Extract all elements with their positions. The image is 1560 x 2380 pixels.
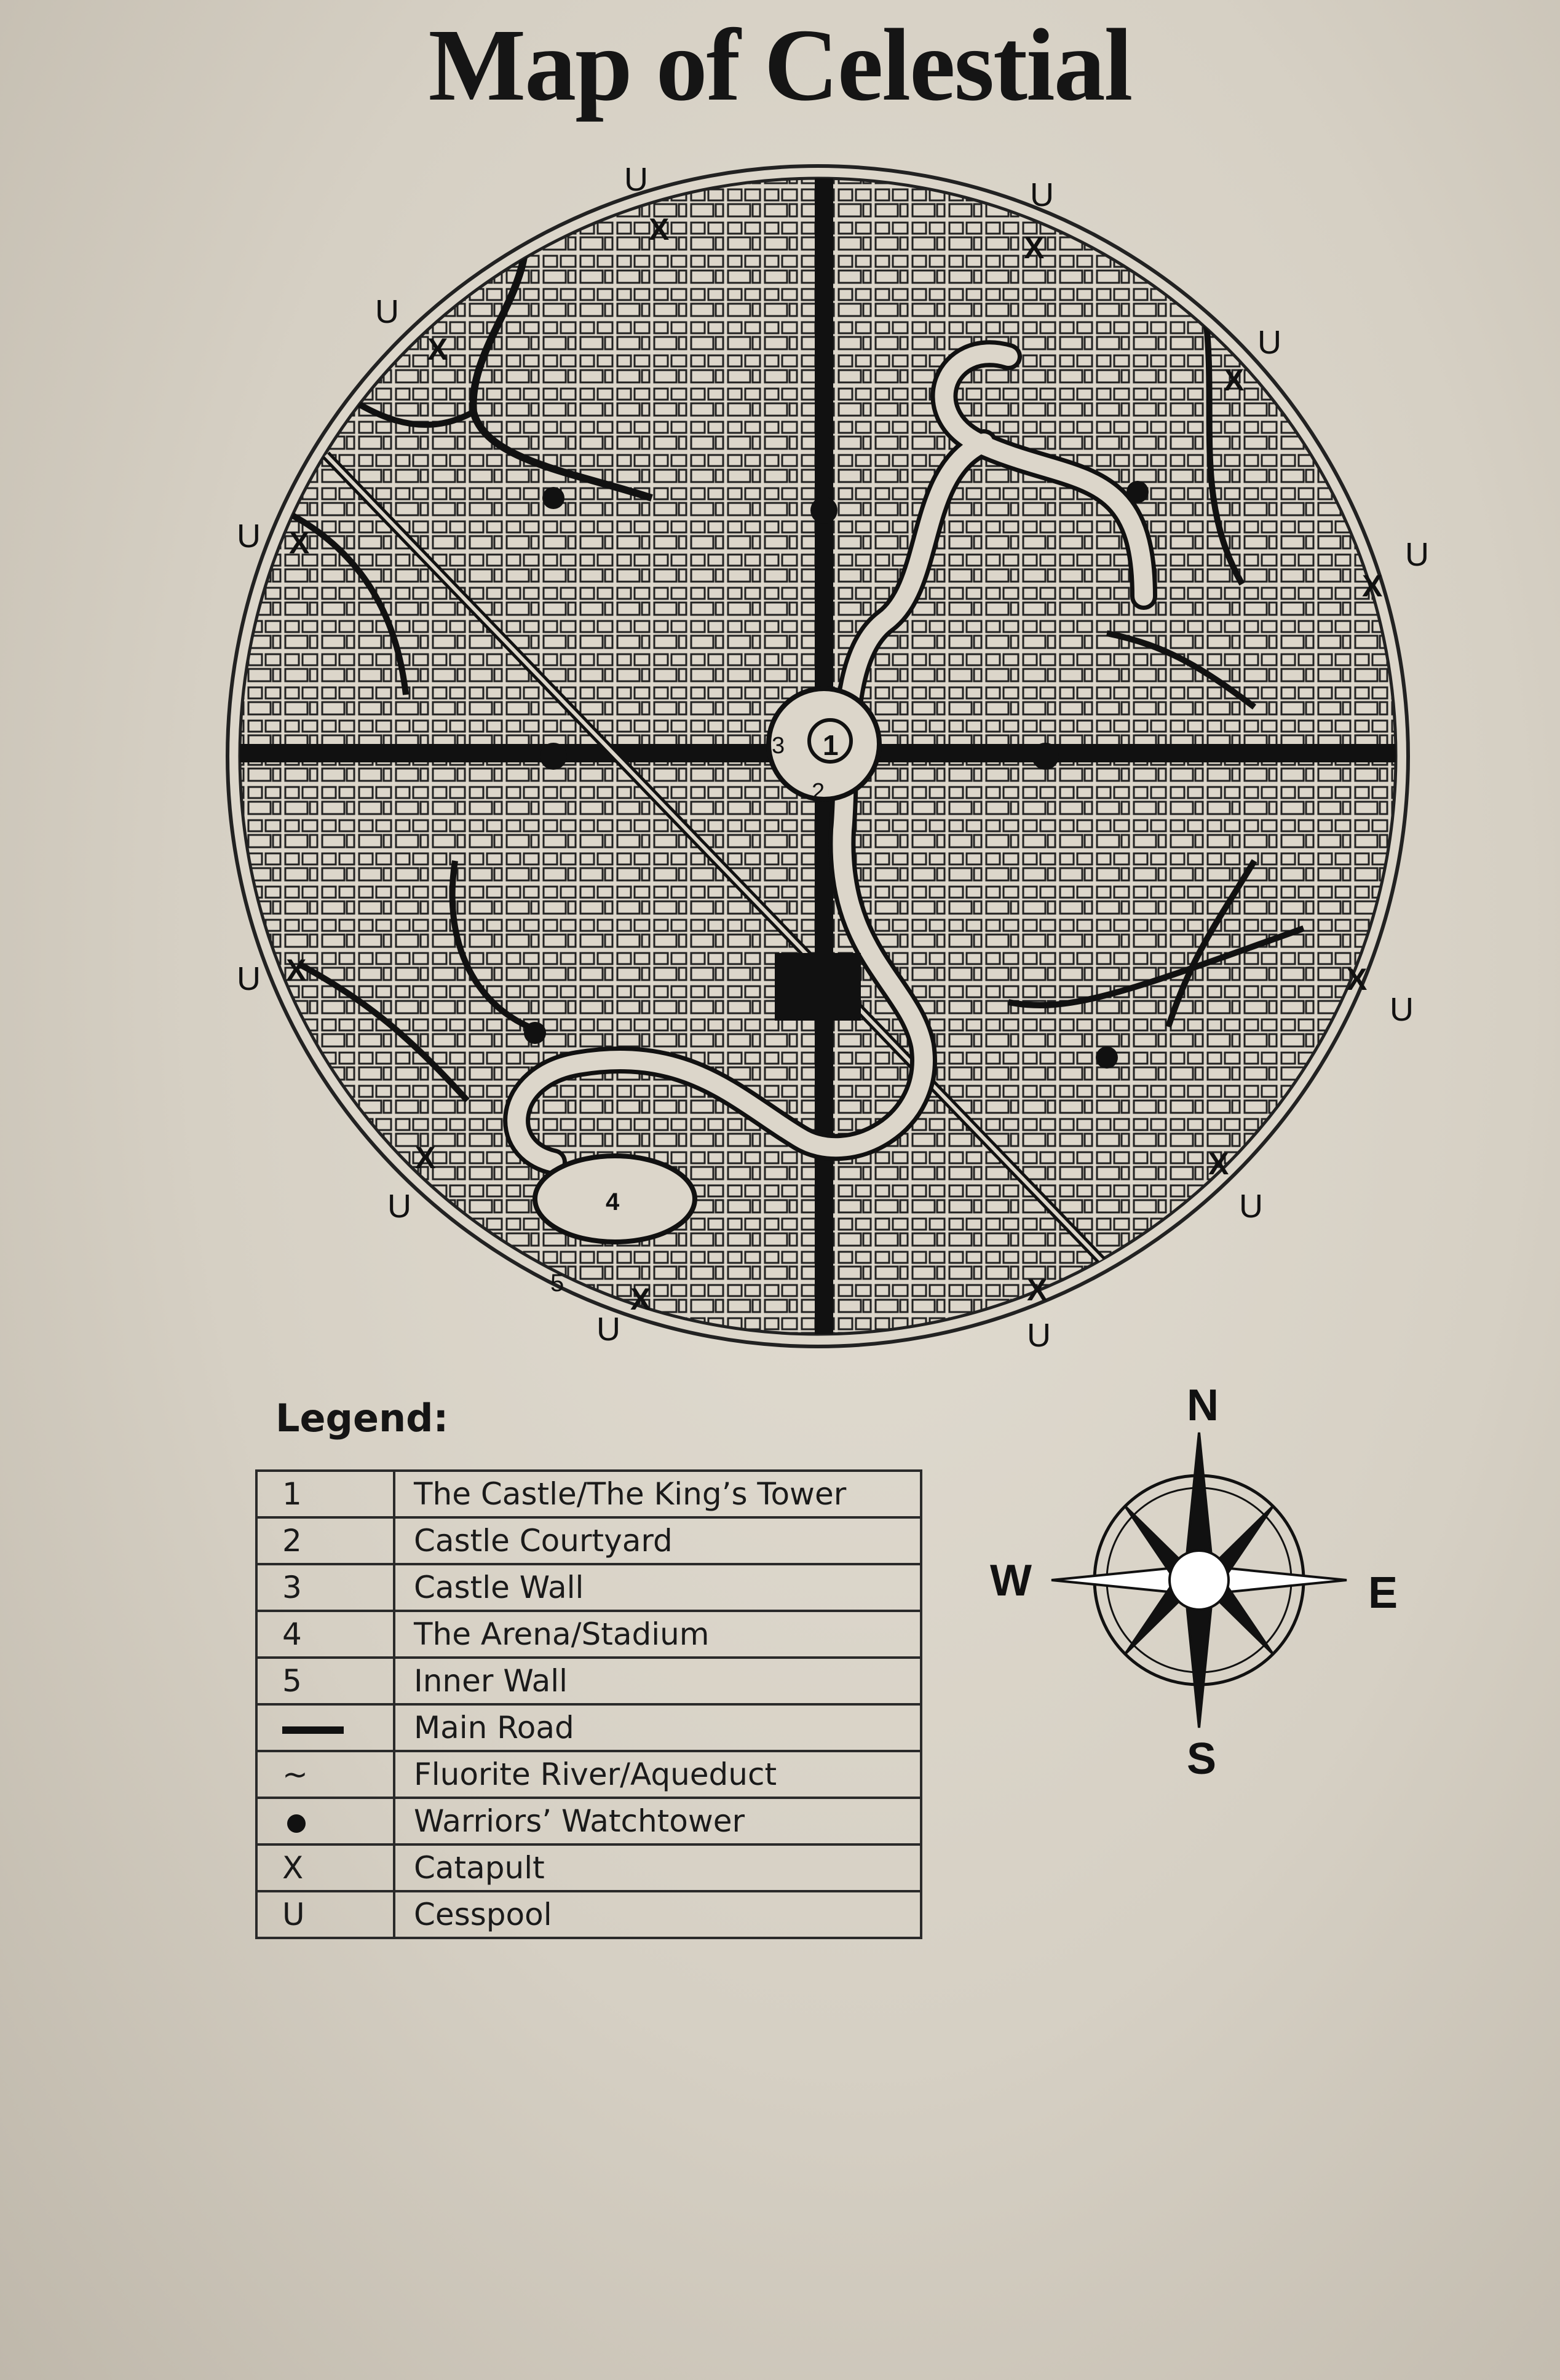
compass-north: N — [1187, 1381, 1219, 1430]
cesspool-marker: U — [624, 161, 648, 198]
cesspool-marker: U — [1405, 536, 1429, 573]
place-number: 5 — [550, 1270, 564, 1297]
catapult-marker: X — [427, 332, 448, 366]
catapult-marker: X — [289, 526, 310, 560]
compass-east: E — [1368, 1568, 1398, 1618]
watchtower-icon — [542, 487, 564, 509]
watchtower-icon — [1096, 1046, 1118, 1069]
legend-table — [255, 1469, 922, 1939]
catapult-marker: X — [630, 1282, 651, 1316]
catapult-marker: X — [1362, 569, 1383, 603]
cesspool-marker: U — [1257, 324, 1281, 361]
place-number: 4 — [606, 1188, 620, 1216]
legend-row: Warriors’ Watchtower — [256, 1798, 921, 1844]
legend-row: 4 The Arena/Stadium — [256, 1611, 921, 1658]
legend-row: 3 Castle Wall — [256, 1564, 921, 1611]
cesspool-marker: U — [375, 293, 399, 330]
watchtower-icon — [524, 1022, 546, 1044]
watchtower-swatch — [287, 1814, 306, 1833]
place-number: 1 — [823, 729, 839, 761]
legend-row: Main Road — [256, 1704, 921, 1751]
cesspool-marker: U — [237, 960, 261, 997]
cesspool-marker: U — [387, 1188, 411, 1225]
main-road-swatch — [282, 1726, 344, 1734]
catapult-marker: X — [1024, 231, 1045, 265]
cesspool-marker: U — [1030, 176, 1054, 213]
map-title: Map of Celestial — [428, 8, 1132, 122]
catapult-marker: X — [649, 212, 670, 247]
watchtower-icon — [540, 743, 567, 770]
legend-row: 5 Inner Wall — [256, 1658, 921, 1704]
watchtower-icon — [1126, 481, 1149, 503]
catapult-marker: X — [1347, 962, 1368, 997]
catapult-marker: X — [1208, 1147, 1229, 1181]
watchtower-icon — [810, 497, 837, 524]
cesspool-marker: U — [1239, 1188, 1263, 1225]
legend-row: ~ Fluorite River/Aqueduct — [256, 1751, 921, 1798]
place-number: 3 — [772, 733, 785, 759]
compass-rose-icon — [984, 1377, 1414, 1783]
cesspool-marker: U — [596, 1311, 620, 1348]
legend-row: U Cesspool — [256, 1891, 921, 1938]
city-map — [209, 154, 1427, 1371]
gatehouse — [775, 953, 861, 1021]
watchtower-icon — [1032, 743, 1059, 770]
catapult-marker: X — [286, 953, 307, 987]
place-number: 2 — [812, 779, 825, 805]
catapult-marker: X — [415, 1141, 436, 1175]
legend-heading: Legend: — [275, 1396, 449, 1441]
catapult-marker: X — [1027, 1273, 1048, 1307]
legend-row: 1 The Castle/The King’s Tower — [256, 1471, 921, 1517]
legend-row: X Catapult — [256, 1844, 921, 1891]
catapult-marker: X — [1224, 363, 1245, 397]
cesspool-marker: U — [1390, 991, 1414, 1028]
cesspool-marker: U — [237, 518, 261, 555]
legend-row: 2 Castle Courtyard — [256, 1517, 921, 1564]
compass-west: W — [990, 1556, 1032, 1605]
compass-south: S — [1187, 1734, 1217, 1784]
cesspool-marker: U — [1027, 1317, 1051, 1354]
